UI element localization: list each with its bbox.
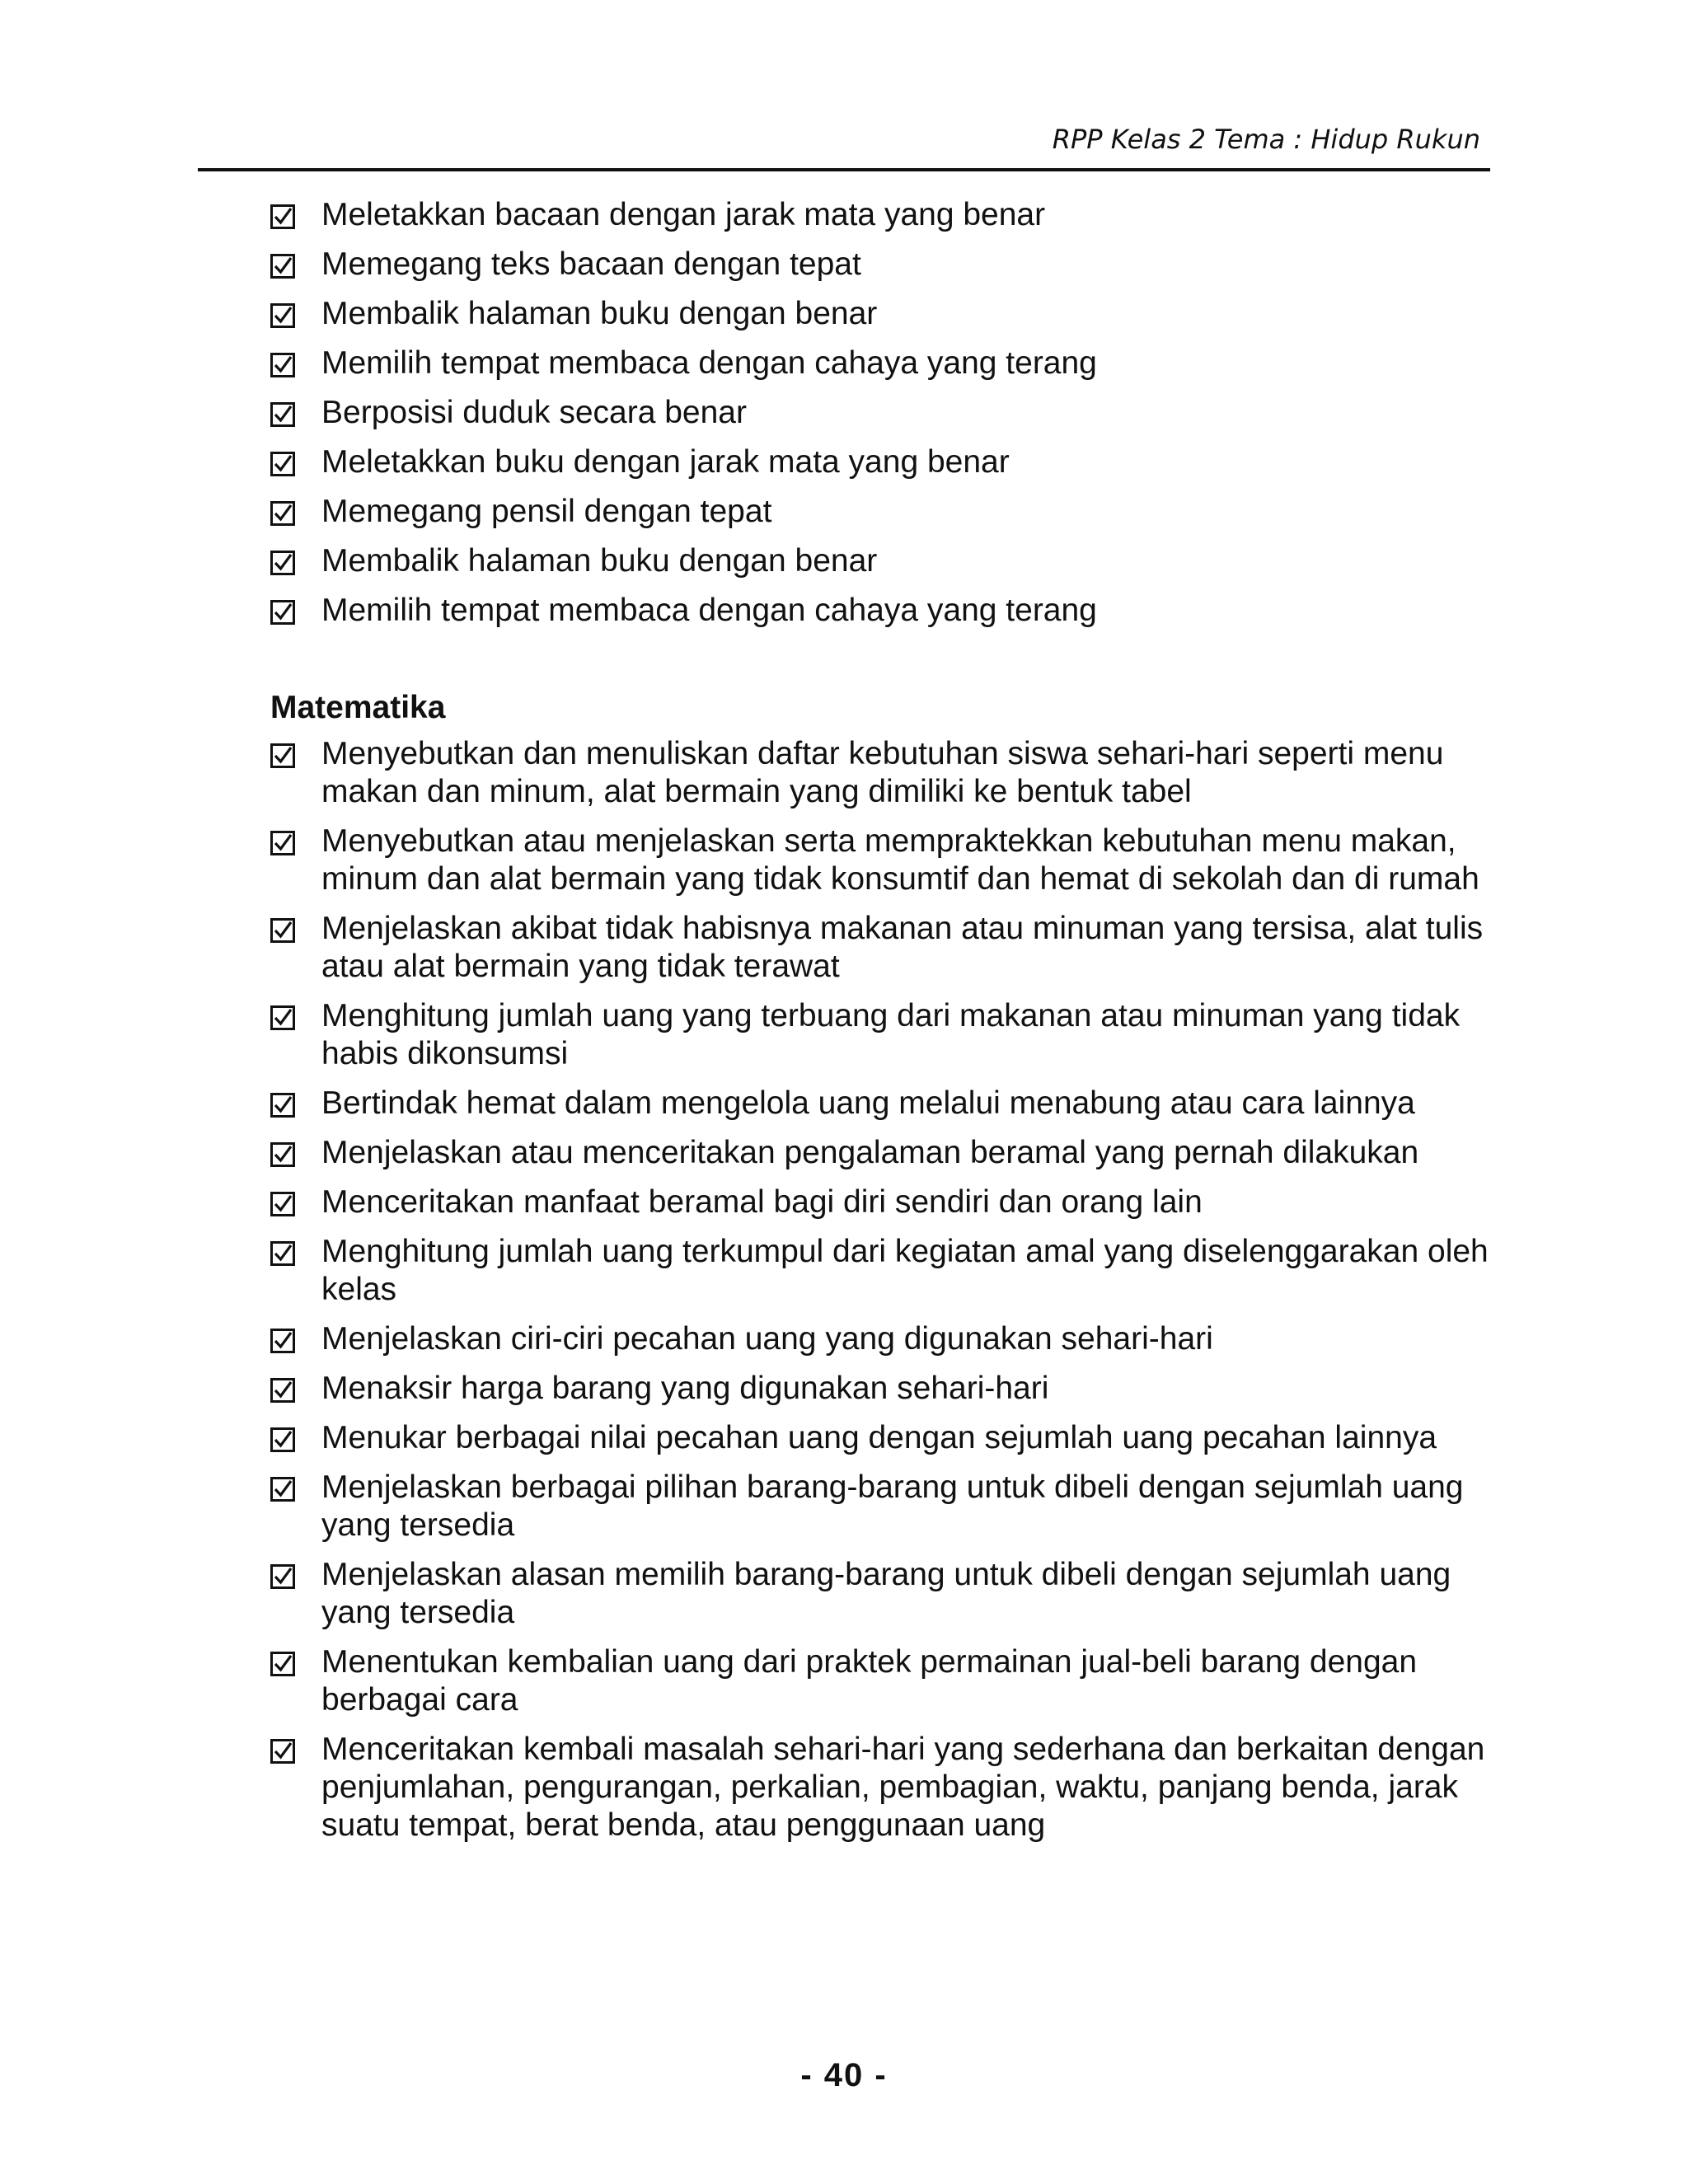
checklist-item (270, 592, 1507, 630)
checkbox-checked-icon (270, 452, 295, 476)
checklist-item-text: Menaksir harga barang yang digunakan sehari-hari (321, 1371, 1049, 1406)
checkbox-checked-icon (270, 918, 295, 943)
checklist-item (270, 1085, 1507, 1122)
checklist-item (270, 823, 1507, 898)
checklist-item (270, 542, 1507, 580)
checkbox-checked-icon (270, 1427, 295, 1452)
checklist-item-text: Menjelaskan ciri-ciri pecahan uang yang digunakan sehari-hari (321, 1321, 1213, 1357)
checklist-item (270, 1419, 1507, 1457)
checklist-item-text: Membalik halaman buku dengan benar (321, 296, 878, 331)
checklist-item-text: Menentukan kembalian uang dari praktek permainan jual-beli barang dengan berbagai cara (321, 1644, 1418, 1718)
checklist-item-text: Menyebutkan dan menuliskan daftar kebutuhan siswa sehari-hari seperti menu makan dan minum, alat bermain yang dimiliki ke bentuk tabel (321, 736, 1444, 809)
checkbox-checked-icon (270, 551, 295, 575)
checkbox-checked-icon (270, 353, 295, 377)
checklist-item-text: Meletakkan buku dengan jarak mata yang benar (321, 444, 1010, 480)
checkbox-checked-icon (270, 501, 295, 526)
checkbox-checked-icon (270, 831, 295, 855)
checklist-item-text: Menjelaskan akibat tidak habisnya makanan atau minuman yang tersisa, alat tulis atau alat bermain yang tidak terawat (321, 911, 1484, 984)
checkbox-checked-icon (270, 1477, 295, 1502)
checkbox-checked-icon (270, 402, 295, 427)
checklist-item-text: Menceritakan kembali masalah sehari-hari yang sederhana dan berkaitan dengan penjumlahan, pengurangan, perkalian, pembagian, waktu, panjang benda, jarak suatu tempat, berat benda, atau penggunaan uang (321, 1732, 1485, 1843)
checklist-item-text: Memegang pensil dengan tepat (321, 494, 772, 529)
checklist-item-text: Berposisi duduk secara benar (321, 395, 747, 430)
checkbox-checked-icon (270, 600, 295, 625)
math-checklist (270, 735, 1507, 1844)
checklist-item (270, 1556, 1507, 1632)
checkbox-checked-icon (270, 743, 295, 768)
checkbox-checked-icon (270, 1739, 295, 1764)
checkbox-checked-icon (270, 1005, 295, 1030)
checkbox-checked-icon (270, 1378, 295, 1403)
checklist-item-text: Memilih tempat membaca dengan cahaya yang terang (321, 345, 1097, 381)
page-number: - 40 - (800, 2057, 888, 2093)
checklist-item-text: Menjelaskan berbagai pilihan barang-barang untuk dibeli dengan sejumlah uang yang tersedia (321, 1469, 1464, 1543)
checklist-item (270, 394, 1507, 432)
checklist-item-text: Menghitung jumlah uang terkumpul dari kegiatan amal yang diselenggarakan oleh kelas (321, 1234, 1489, 1307)
checklist-item-text: Bertindak hemat dalam mengelola uang melalui menabung atau cara lainnya (321, 1085, 1415, 1121)
checklist-item-text: Menjelaskan alasan memilih barang-barang untuk dibeli dengan sejumlah uang yang tersedia (321, 1557, 1451, 1630)
checklist-item-text: Menjelaskan atau menceritakan pengalaman beramal yang pernah dilakukan (321, 1135, 1419, 1170)
checkbox-checked-icon (270, 1652, 295, 1676)
checklist-item (270, 295, 1507, 333)
checklist-item-text: Meletakkan bacaan dengan jarak mata yang benar (321, 197, 1046, 232)
checklist-item (270, 1469, 1507, 1544)
checklist-item (270, 1320, 1507, 1358)
checklist-item (270, 1233, 1507, 1309)
page-content (270, 196, 1507, 1856)
checkbox-checked-icon (270, 204, 295, 229)
checkbox-checked-icon (270, 1241, 295, 1266)
checklist-item (270, 196, 1507, 234)
checklist-item-text: Menceritakan manfaat beramal bagi diri sendiri dan orang lain (321, 1184, 1203, 1220)
checklist-item (270, 1183, 1507, 1221)
checklist-item (270, 735, 1507, 811)
section-title-matematika: Matematika (270, 690, 446, 725)
checklist-item (270, 1370, 1507, 1408)
checklist-item (270, 1643, 1507, 1719)
checklist-item (270, 344, 1507, 382)
checklist-item (270, 1134, 1507, 1172)
checkbox-checked-icon (270, 1142, 295, 1167)
checkbox-checked-icon (270, 1564, 295, 1589)
checklist-item (270, 997, 1507, 1073)
checkbox-checked-icon (270, 1192, 295, 1216)
checklist-item-text: Memilih tempat membaca dengan cahaya yang terang (321, 593, 1097, 628)
checklist-item-text: Memegang teks bacaan dengan tepat (321, 246, 861, 282)
checklist-item-text: Menyebutkan atau menjelaskan serta mempraktekkan kebutuhan menu makan, minum dan alat bermain yang tidak konsumtif dan hemat di sekolah dan di rumah (321, 823, 1479, 897)
checklist-item-text: Membalik halaman buku dengan benar (321, 543, 878, 579)
header-divider (198, 168, 1490, 171)
checklist-item (270, 1731, 1507, 1844)
checklist-item (270, 493, 1507, 531)
checklist-item-text: Menukar berbagai nilai pecahan uang dengan sejumlah uang pecahan lainnya (321, 1420, 1437, 1455)
checklist-item (270, 246, 1507, 284)
checkbox-checked-icon (270, 1329, 295, 1353)
checkbox-checked-icon (270, 254, 295, 279)
checklist-item-text: Menghitung jumlah uang yang terbuang dari makanan atau minuman yang tidak habis dikonsumsi (321, 998, 1461, 1071)
header-title: RPP Kelas 2 Tema : Hidup Rukun (1052, 124, 1480, 155)
checkbox-checked-icon (270, 303, 295, 328)
checklist-item (270, 443, 1507, 481)
checkbox-checked-icon (270, 1093, 295, 1118)
reading-checklist (270, 196, 1507, 630)
checklist-item (270, 910, 1507, 986)
